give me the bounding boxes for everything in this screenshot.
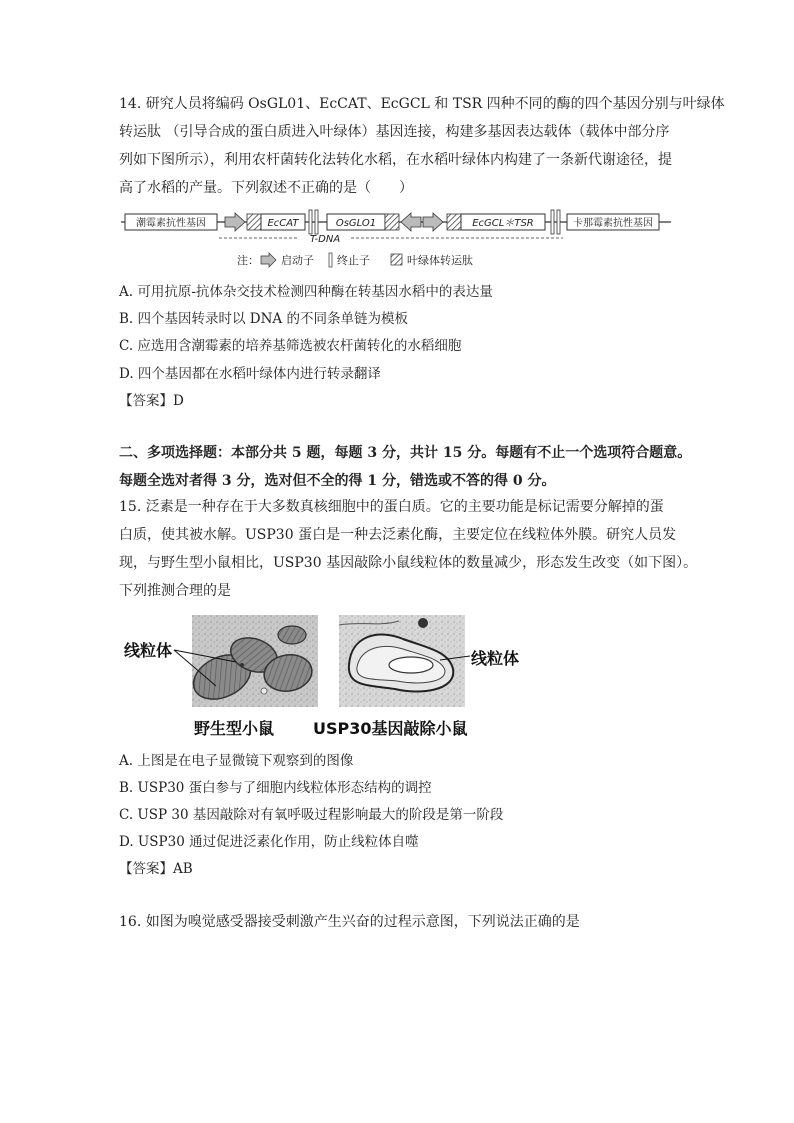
terminator-1 [309,210,312,234]
transit-peptide-3 [447,214,461,230]
q14-stem-line-3: 列如下图所示），利用农杆菌转化法转化水稻，在水稻叶绿体内构建了一条新代谢途径，提 [119,152,672,168]
q15-option-d: D. USP30 通过促进泛素化作用，防止线粒体自噬 [119,834,419,850]
hygromycin-gene-label: 潮霉素抗性基因 [136,218,206,229]
caption-wild-type: 野生型小鼠 [194,719,275,738]
label-mitochondria-left: 线粒体 [124,641,173,660]
q15-stem-line-3: 现，与野生型小鼠相比，USP30 基因敲除小鼠线粒体的数量减少，形态发生改变（如下图）。 [119,555,698,571]
ecgcl-tsr-gene-label: EcGCL＊TSR [472,218,534,229]
transit-peptide-2 [385,214,399,230]
leader-lines-left [170,640,240,690]
legend-terminator-label: 终止子 [337,254,370,267]
legend-promoter-icon [261,253,276,267]
legend-promoter-label: 启动子 [281,254,314,267]
section2-heading-line-2: 每题全选对者得 3 分，选对但不全的得 1 分，错选或不答的得 0 分。 [119,473,556,489]
q14-option-c: C. 应选用含潮霉素的培养基筛选被农杆菌转化的水稻细胞 [119,338,462,354]
terminator-4 [557,210,560,234]
q15-option-a: A. 上图是在电子显微镜下观察到的图像 [119,753,354,769]
section2-heading-line-1: 二、多项选择题：本部分共 5 题，每题 3 分，共计 15 分。每题有不止一个选项符合题意。 [119,445,692,461]
legend-terminator-icon [329,253,332,267]
q14-stem-line-1: 14. 研究人员将编码 OsGL01、EcCAT、EcGCL 和 TSR 四种不同的酶的四个基因分别与叶绿体 [119,96,725,112]
caption-usp30-knockout: USP30基因敲除小鼠 [313,719,468,738]
q14-option-a: A. 可用抗原-抗体杂交技术检测四种酶在转基因水稻中的表达量 [119,284,493,300]
osglo1-gene-label: OsGLO1 [335,218,377,229]
tdna-label: T-DNA [309,234,341,245]
q14-option-d: D. 四个基因都在水稻叶绿体内进行转录翻译 [119,366,381,382]
q15-option-c: C. USP 30 基因敲除对有氧呼吸过程影响最大的阶段是第一阶段 [119,807,504,823]
q14-option-b: B. 四个基因转录时以 DNA 的不同条单链为模板 [119,311,408,327]
promoter-arrow-2 [401,213,421,231]
q15-stem-line-4: 下列推测合理的是 [119,583,231,599]
q15-stem-line-1: 15. 泛素是一种存在于大多数真核细胞中的蛋白质。它的主要功能是标记需要分解掉的蛋 [119,499,664,515]
q16-stem-line-1: 16. 如图为嗅觉感受器接受刺激产生兴奋的过程示意图，下列说法正确的是 [119,914,580,930]
q14-stem-line-4: 高了水稻的产量。下列叙述不正确的是（ ） [119,180,413,196]
q14-answer: 【答案】D [119,393,184,409]
kanamycin-gene-label: 卡那霉素抗性基因 [573,218,653,229]
eccat-gene-label: EcCAT [267,218,299,229]
transit-peptide-1 [247,214,261,230]
label-mitochondria-right: 线粒体 [471,649,520,668]
q14-stem-line-2: 转运肽 （引导合成的蛋白质进入叶绿体）基因连接，构建多基因表达载体（载体中部分序 [119,124,670,140]
terminator-3 [551,210,554,234]
leader-line-right [440,652,472,666]
promoter-arrow-3 [423,213,443,231]
promoter-arrow-1 [225,213,245,231]
legend-transit-icon [391,254,402,265]
q15-stem-line-2: 白质，使其被水解。USP30 蛋白是一种去泛素化酶，主要定位在线粒体外膜。研究人员发 [119,527,677,543]
terminator-2 [315,210,318,234]
gene-construct-diagram [119,206,675,272]
q15-answer: 【答案】AB [119,861,193,877]
legend-transit-label: 叶绿体转运肽 [407,254,473,267]
legend-note-prefix: 注： [237,254,259,267]
q15-option-b: B. USP30 蛋白参与了细胞内线粒体形态结构的调控 [119,780,432,796]
